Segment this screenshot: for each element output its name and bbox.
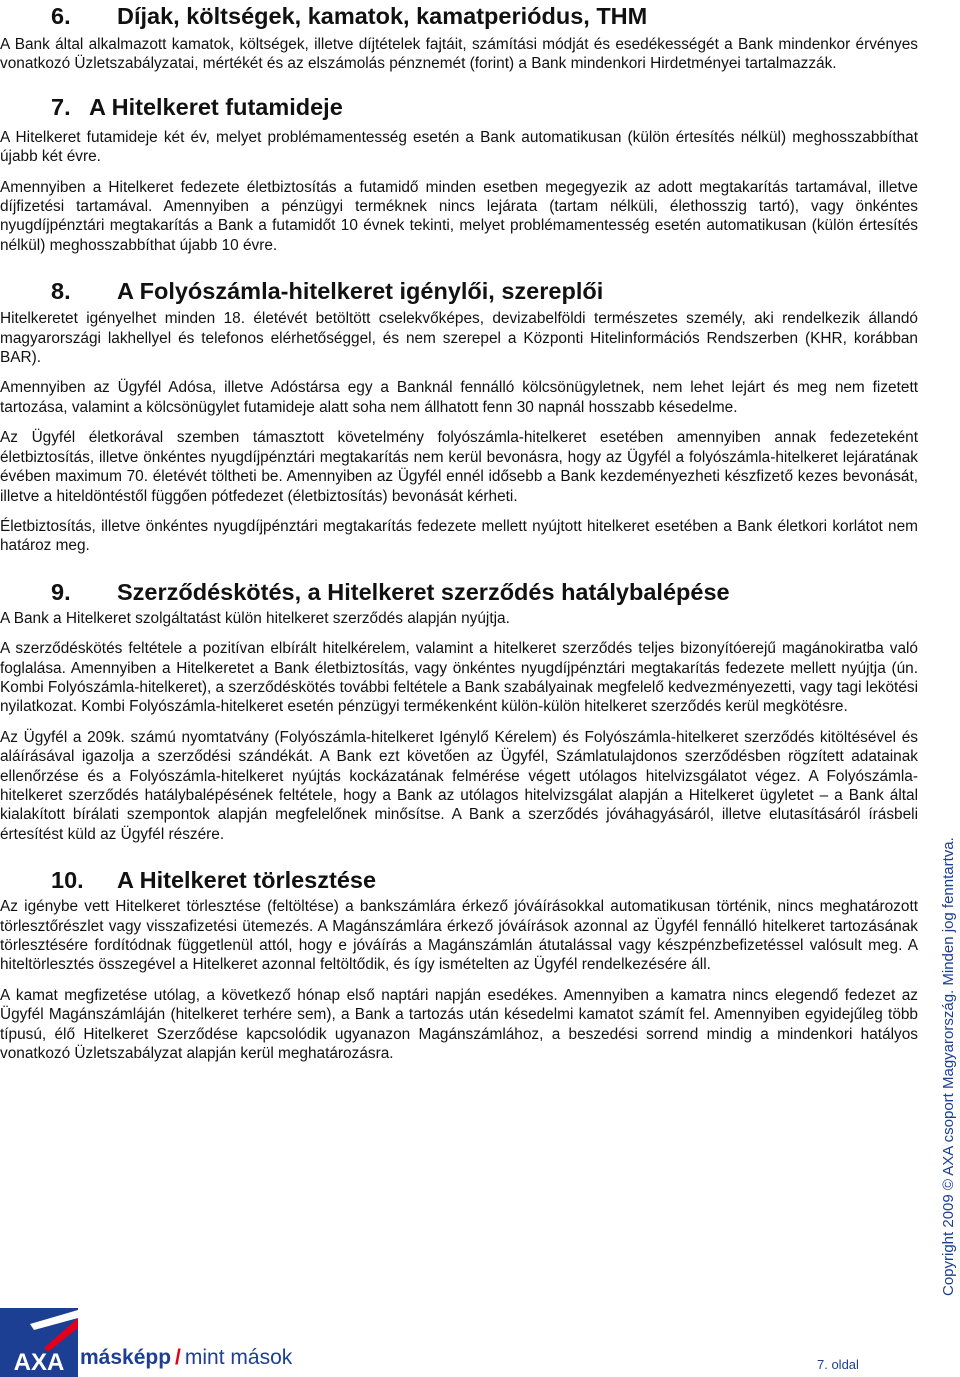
paragraph: A szerződéskötés feltétele a pozitívan elbírált hitelkérelem, valamint a hitelkeret szerződés teljes bizonyítóerejű magánokiratba való foglalása. Amennyiben a Hitelkeretet a Bank életbiztosítás, vagy önkéntes nyugdíjpénztári megtakarítás fedezete mellett nyújtja (ún. Kombi Folyószámla-hitelkeret), a szerződéskötés további feltétele a Bank szabályainak megfelelő kedvezményezetti, vagy tagi lekötési nyilatkozat. Kombi Folyószámla-hitelkeret esetén pénzügyi termékenként külön-külön hitelkeret szerződés kerül megkötésre. [0, 640, 918, 716]
section-heading-10 [51, 866, 918, 894]
section-title: Szerződéskötés, a Hitelkeret szerződés hatálybalépése [117, 578, 730, 605]
paragraph: Az igénybe vett Hitelkeret törlesztése (feltöltése) a bankszámlára érkező jóváírásokkal automatikusan történik, nincs meghatározott törlesztőrészlet vagy visszafizetési ütemezés. A Magánszámlára érkező jóváírások azonnal az Ügyfél fennálló hitelkeret tartozásának törlesztésére fordítódnak függetlenül attól, hogy e jóváírás a Magánszámlán átutalással vagy készpénzbefizetéssel valósult meg. A hiteltörlesztés összegével a Hitelkeret azonnal feltöltődik, és így ismételten az Ügyfél rendelkezésére áll. [0, 898, 918, 974]
section-title: Díjak, költségek, kamatok, kamatperiódus, THM [117, 3, 648, 29]
section-title: A Folyószámla-hitelkeret igénylői, szereplői [117, 278, 604, 305]
paragraph: A kamat megfizetése utólag, a következő hónap első naptári napján esedékes. Amennyiben a kamatra nincs elegendő fedezet az Ügyfél Magánszámláján (hitelkeret terhére sem), a Bank a tartozás után késedelmi kamatot számít fel. Amennyiben egyidejűleg több típusú, élő Hitelkeret Szerződése kapcsolódik ugyanazon Magánszámlához, a beszedési sorrend mindig a mindenkori hatályos vonatkozó Üzletszabályzat alapján kerül meghatározásra. [0, 986, 918, 1063]
paragraph: Amennyiben a Hitelkeret fedezete életbiztosítás a futamidő minden esetben megegyezik az adott megtakarítás tartamával, illetve díjfizetési tartamával. Amennyiben a pénzügyi terméknek nincs lejárata (tartam nélküli, élethosszig tartó), vagy önkéntes nyugdíjpénztári megtakarítás a Bank a futamidőt 10 évnek tekinti, melyet problémamentesség esetén automatikusan (külön értesítés nélkül) meghosszabbíthat újabb 10 évre. [0, 178, 918, 254]
paragraph: A Hitelkeret futamideje két év, melyet problémamentesség esetén a Bank automatikusan (külön értesítés nélkül) meghosszabbíthat újabb két évre. [0, 128, 918, 166]
section-title: A Hitelkeret futamideje [89, 93, 343, 120]
axa-logo-text: AXA [13, 1349, 65, 1376]
paragraph: A Bank a Hitelkeret szolgáltatást külön hitelkeret szerződés alapján nyújtja. [0, 609, 510, 627]
section-title: A Hitelkeret törlesztése [117, 867, 377, 894]
slogan-part-b: mint mások [184, 1346, 293, 1369]
section-heading-7 [51, 93, 918, 121]
axa-logo-icon [0, 1308, 78, 1377]
paragraph: Amennyiben az Ügyfél Adósa, illetve Adóstársa egy a Banknál fennálló kölcsönügyletnek, nem lehet lejárt és meg nem fizetett tartozása, valamint a kölcsönügylet futamideje alatt soha nem állhatott fenn 30 napnál hosszabb késedelme. [0, 379, 918, 416]
paragraph: Hitelkeretet igényelhet minden 18. életévét betöltött cselekvőképes, devizabelföldi természetes személy, aki rendelkezik állandó magyarországi lakhellyel és telefonos elérhetőséggel, és nem szerepel a Központi Hitelinformációs Rendszerben (KHR, korábban BAR). [0, 310, 918, 367]
section-number: 10. [51, 867, 84, 894]
paragraph: Az Ügyfél a 209k. számú nyomtatvány (Folyószámla-hitelkeret Igénylő Kérelem) és Folyószámla-hitelkeret szerződés kitöltésével és aláírásával igazolja a szerződési szándékát. A Bank ezt követően az Ügyfél, Számlatulajdonos szerződésben rögzített adatainak ellenőrzése és a Folyószámla-hitelkeret nyújtás kockázatának felmérése végett utólagos hitelvizsgálatot végez. A Folyószámla-hitelkeret szerződés hatálybalépésének feltétele, hogy a Bank az utólagos hitelvizsgálat alapján a Hitelkeret ügyletet – a Bank által kialakított bírálati szempontok alapján megfelelőnek minősítse. A Bank a szerződés jóváhagyásáról, illetve elutasításáról írásbeli értesítést küld az Ügyfél részére. [0, 728, 918, 843]
copyright-notice: Copyright 2009 © AXA csoport Magyarország. Minden jog fenntartva. [940, 837, 957, 1296]
slogan-part-a: másképp [80, 1346, 172, 1369]
section-number: 6. [51, 3, 71, 29]
paragraph: Életbiztosítás, illetve önkéntes nyugdíjpénztári megtakarítás fedezete mellett nyújtott hitelkeret esetében a Bank életkori korlátot nem határoz meg. [0, 517, 918, 555]
section-heading-8 [51, 277, 918, 305]
section-number: 8. [51, 278, 71, 305]
page-number: 7. oldal [817, 1357, 859, 1372]
paragraph: A Bank által alkalmazott kamatok, költségek, illetve díjtételek fajtáit, számítási módját és esedékességét a Bank mindenkor érvényes vonatkozó Üzletszabályzatai, mértékét és az elszámolás pénznemét (forint) a Bank mindenkori Hirdetményei tartalmazzák. [0, 36, 918, 73]
section-number: 9. [51, 578, 71, 605]
section-number: 7. [51, 93, 71, 120]
slogan [80, 1345, 292, 1371]
slogan-slash: / [175, 1346, 181, 1369]
section-heading-9 [51, 578, 918, 606]
paragraph: Az Ügyfél életkorával szemben támasztott követelmény folyószámla-hitelkeret esetében amennyiben annak fedezeteként életbiztosítás, illetve önkéntes nyugdíjpénztári megtakarítás nem kerül bevonásra, hogy az Ügyfél a folyószámla-hitelkeret lejáratának évében maximum 70. életévét töltheti be. Amennyiben az Ügyfél ennél idősebb a Bank kezdeményezheti készfizető kezes bevonását, illetve a hiteldöntéstől függően pótfedezet (életbiztosítás) bevonását kérheti. [0, 429, 918, 505]
section-heading-6 [51, 2, 918, 30]
